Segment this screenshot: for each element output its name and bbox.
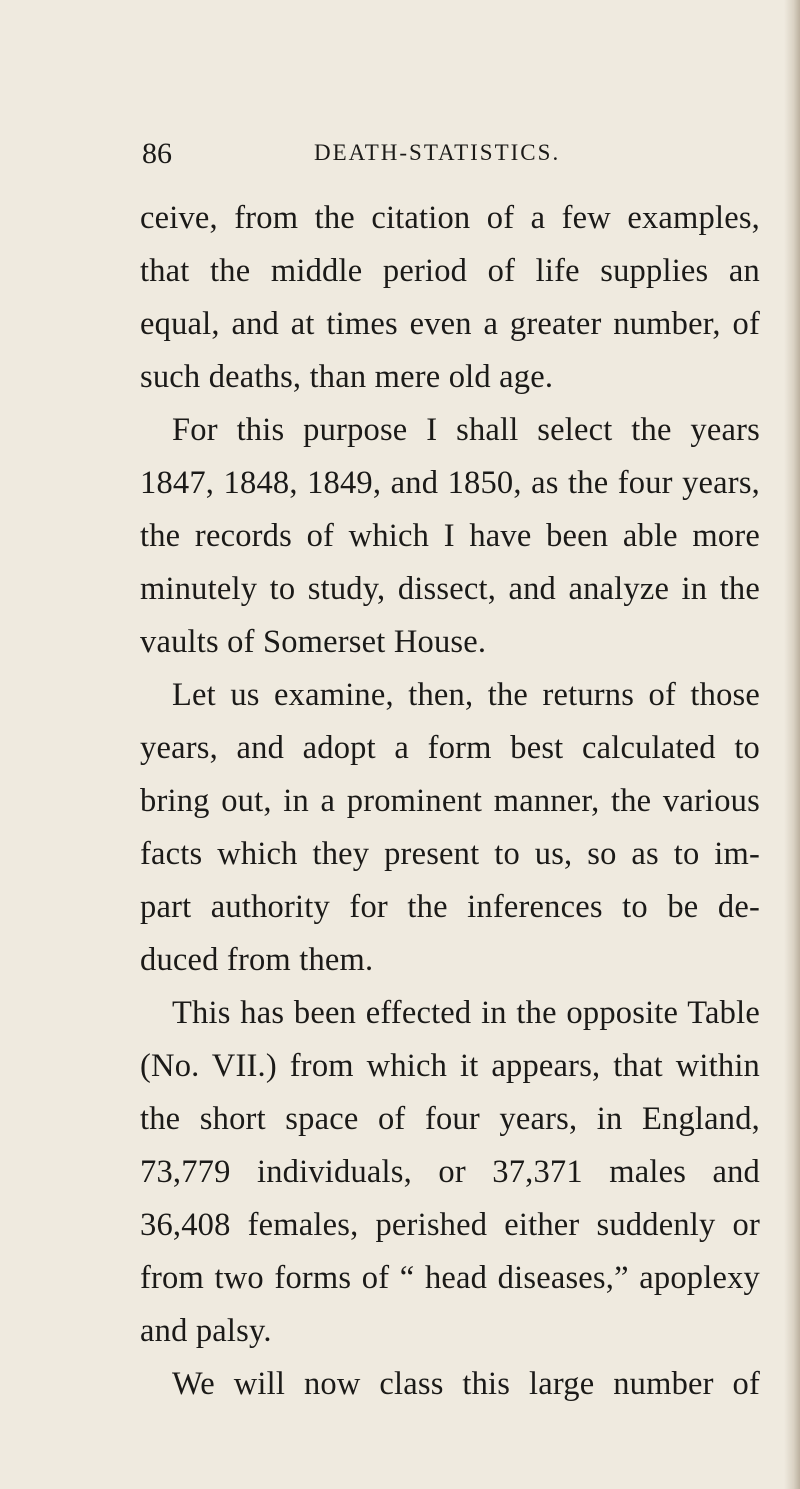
text-line: from two forms of “ head diseases,” apoplexy: [140, 1260, 760, 1296]
text-line: vaults of Somerset House.: [140, 624, 487, 660]
text-line: This has been effected in the opposite Table: [172, 995, 760, 1031]
text-line: 36,408 females, perished either suddenly or: [140, 1207, 760, 1243]
text-line: years, and adopt a form best calculated to: [140, 730, 760, 766]
text-line: that the middle period of life supplies an: [140, 253, 760, 289]
text-line: bring out, in a prominent manner, the various: [140, 783, 760, 819]
text-line: the records of which I have been able more: [140, 518, 760, 554]
text-line: 1847, 1848, 1849, and 1850, as the four years,: [140, 465, 760, 501]
text-line: the short space of four years, in England,: [140, 1101, 760, 1137]
text-line: Let us examine, then, the returns of those: [172, 677, 760, 713]
running-title: DEATH-STATISTICS.: [314, 140, 561, 165]
running-head: [142, 137, 742, 177]
body-text: [140, 192, 760, 1411]
text-line: equal, and at times even a greater number, of: [140, 306, 760, 342]
text-line: (No. VII.) from which it appears, that within: [140, 1048, 760, 1084]
text-line: minutely to study, dissect, and analyze in the: [140, 571, 760, 607]
text-line: and palsy.: [140, 1313, 272, 1349]
text-line: such deaths, than mere old age.: [140, 359, 554, 395]
text-line: part authority for the inferences to be de-: [140, 889, 760, 925]
text-line: 73,779 individuals, or 37,371 males and: [140, 1154, 760, 1190]
text-line: duced from them.: [140, 942, 374, 978]
page-edge-shadow: [784, 0, 800, 1489]
page-number: 86: [142, 137, 172, 170]
text-line: facts which they present to us, so as to im-: [140, 836, 760, 872]
text-line: ceive, from the citation of a few examples,: [140, 200, 760, 236]
text-line: For this purpose I shall select the years: [172, 412, 760, 448]
text-line: We will now class this large number of: [172, 1366, 760, 1402]
